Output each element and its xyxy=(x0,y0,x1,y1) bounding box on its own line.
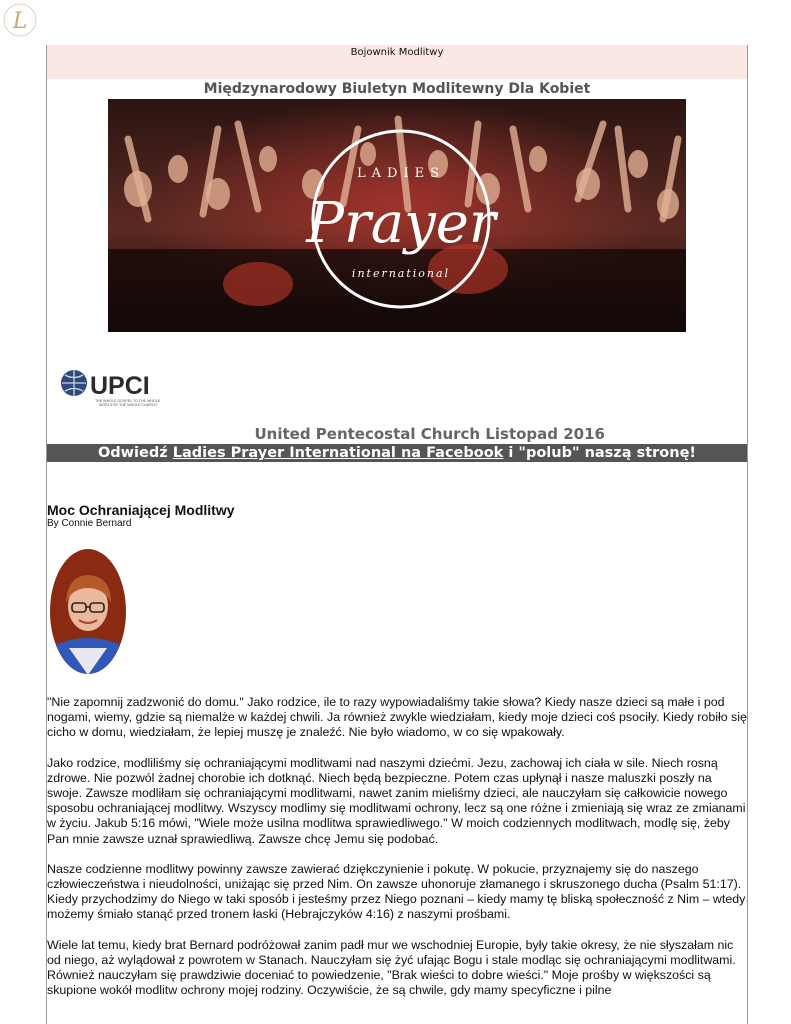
banner-logo-top: LADIES xyxy=(357,166,445,181)
newsletter-page xyxy=(46,45,748,1024)
upci-tagline-1: THE WHOLE GOSPEL TO THE WHOLE xyxy=(95,399,161,403)
facebook-link[interactable]: Ladies Prayer International na Facebook xyxy=(172,445,504,461)
article-byline: By Connie Bernard xyxy=(47,518,132,529)
facebook-suffix: i "polub" naszą stronę! xyxy=(503,445,697,461)
corner-stamp-logo xyxy=(2,2,38,38)
crowd-photo xyxy=(108,99,686,332)
upci-tagline-2: WORLD BY THE WHOLE CHURCH xyxy=(99,403,157,407)
banner-logo-bottom: international xyxy=(351,267,451,280)
article-paragraph: Wiele lat temu, kiedy brat Bernard podróżował zanim padł mur we wschodniej Europie, były takie okresy, że nie słyszałam nic od niego, aż wylądował z powrotem w Stanach. Nauczyłam się żyć ufając Bogu i stale modląc się ochraniającymi modlitwami. Również nauczyłam się prawdziwie doceniać to powiedzenie, "Brak wieści to dobre wieści." Moje prośby w większości są skupione wokół modlitw ochrony mojej rodziny. Oczywiście, że są chwile, gdy mamy specyficzne i pilne xyxy=(47,937,736,998)
banner-logo-main: Prayer xyxy=(306,191,496,256)
header-bar-text: Bojownik Modlitwy xyxy=(350,47,444,58)
article-paragraph: "Nie zapomnij zadzwonić do domu." Jako rodzice, ile to razy wypowiadaliśmy takie słowa? Kiedy nasze dzieci są małe i pod nogami, wiemy, gdzie są niemalże w każdej chwili. Ja również zwykle wiedziałam, kiedy moje dzieci coś psociły. Kiedy robiło się cicho w domu, wiedziałam, że lepiej muszę je znaleźć. Nie było wiadomo, w co się wpakowały. xyxy=(47,695,747,740)
article-paragraph: Jako rodzice, modliliśmy się ochraniającymi modlitwami nad naszymi dziećmi. Jezu, zachowaj ich ciała w sile. Niech rosną zdrowe. Nie pozwól żadnej chorobie ich dotknąć. Niech będą bezpieczne. Potem czas upłynął i nasze maluszki poszły na swoje. Zawsze modliłam się ochraniającymi modlitwami, nawet zanim mieliśmy dzieci, ale nauczyłam się całkowicie nowego sposobu ochraniającej modlitwy. Wszyscy modlimy się modlitwami ochrony, lecz są one różne i zmieniają się wraz ze zmianami w życiu. Jakub 5:16 mówi, "Wiele może usilna modlitwa sprawiedliwego." W moich codziennych modlitwach, modlę się, żeby Pan mnie zawsze uznał sprawiedliwą. Zawsze chcę Jemu się podobać. xyxy=(47,755,746,846)
article-paragraph: Nasze codzienne modlitwy powinny zawsze zawierać dziękczynienie i pokutę. W pokucie, przyznajemy się do naszego człowieczeństwa i nieudolności, uniżając się przed Nim. On zawsze uhonoruje złamanego i skruszonego ducha (Psalm 51:17). Kiedy przychodzimy do Niego w taki sposób i jesteśmy przez Niego poznani – kiedy mamy tę bliską społeczność z Nim – wtedy możemy śmiało stanąć przed tronem łaski (Hebrajczyków 4:16) z naszymi prośbami. xyxy=(47,861,746,922)
newsletter-title: Międzynarodowy Biuletyn Modlitewny Dla Kobiet xyxy=(203,81,591,97)
article-body xyxy=(47,695,747,998)
facebook-prefix: Odwiedź xyxy=(97,445,173,461)
header-bar xyxy=(47,45,747,79)
upci-section xyxy=(47,332,747,424)
svg-text:L: L xyxy=(12,9,28,34)
upci-logo xyxy=(59,368,169,408)
facebook-bar xyxy=(47,444,747,462)
article-title: Moc Ochraniającej Modlitwy xyxy=(47,502,235,518)
upci-logo-text: UPCI xyxy=(90,372,150,400)
author-photo xyxy=(49,548,127,675)
prayer-banner-image xyxy=(108,99,686,332)
church-date-line: United Pentecostal Church Listopad 2016 xyxy=(254,425,605,443)
